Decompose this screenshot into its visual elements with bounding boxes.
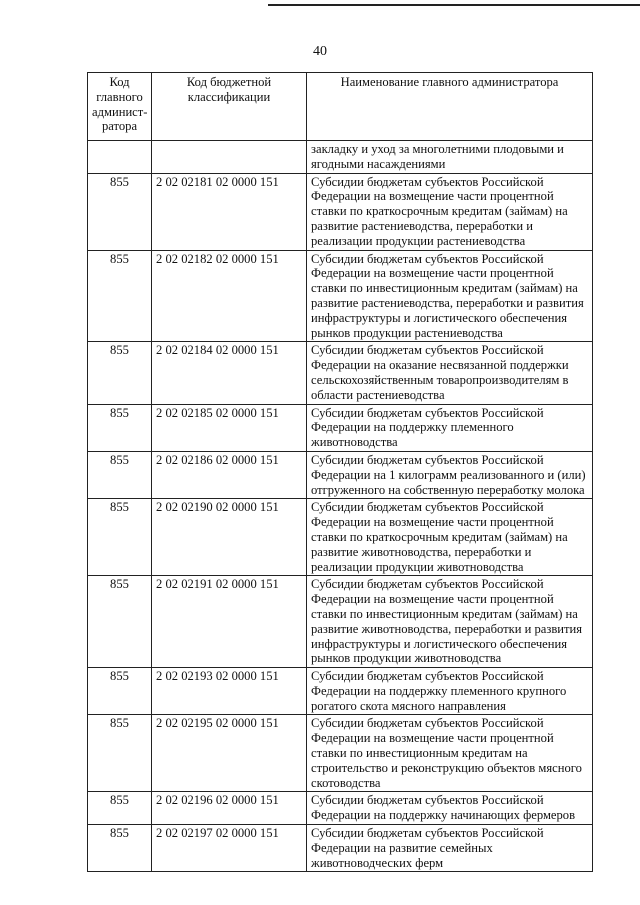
budget-code-cell: 2 02 02182 02 0000 151 [152,250,307,342]
admin-name-cell: Субсидии бюджетам субъектов Российской Федерации на возмещение части процентной ставки по инвестиционным кредитам (займам) на развитие растениеводства, переработки и развития инфраструктуры и логистического обеспечения рынков продукции растениеводства [307,250,593,342]
admin-name-cell: Субсидии бюджетам субъектов Российской Федерации на развитие семейных животноводческих ферм [307,825,593,872]
admin-code-cell: 855 [88,499,152,576]
admin-code-cell: 855 [88,792,152,825]
budget-code-cell: 2 02 02197 02 0000 151 [152,825,307,872]
budget-code-cell: 2 02 02186 02 0000 151 [152,451,307,498]
top-rule [268,4,640,6]
table-row [88,250,593,342]
admin-name-cell: Субсидии бюджетам субъектов Российской Федерации на поддержку племенного животноводства [307,404,593,451]
budget-code-cell: 2 02 02191 02 0000 151 [152,576,307,668]
admin-code-cell: 855 [88,576,152,668]
admin-name-cell: Субсидии бюджетам субъектов Российской Федерации на возмещение части процентной ставки по инвестиционным кредитам (займам) на развитие животноводства, переработки и развития инфраструктуры и логистического обеспечения рынков продукции животноводства [307,576,593,668]
page-number: 40 [313,44,327,59]
budget-classification-table [87,72,593,872]
table-row [88,451,593,498]
admin-code-cell: 855 [88,451,152,498]
admin-name-cell: Субсидии бюджетам субъектов Российской Федерации на оказание несвязанной поддержки сельскохозяйственным товаропроизводителям в области растениеводства [307,342,593,404]
table-row [88,141,593,174]
table-header-row [88,73,593,141]
budget-code-cell [152,141,307,174]
table-row [88,825,593,872]
budget-code-cell: 2 02 02185 02 0000 151 [152,404,307,451]
table-row [88,792,593,825]
table-row [88,173,593,250]
budget-code-cell: 2 02 02184 02 0000 151 [152,342,307,404]
admin-code-cell: 855 [88,342,152,404]
budget-code-cell: 2 02 02193 02 0000 151 [152,668,307,715]
admin-code-cell: 855 [88,668,152,715]
admin-name-cell: Субсидии бюджетам субъектов Российской Федерации на возмещение части процентной ставки по инвестиционным кредитам на строительство и реконструкцию объектов мясного скотоводства [307,715,593,792]
header-admin-code: Код главного админист-ратора [88,73,152,141]
table-row [88,715,593,792]
admin-name-cell: Субсидии бюджетам субъектов Российской Федерации на поддержку начинающих фермеров [307,792,593,825]
admin-code-cell: 855 [88,250,152,342]
admin-code-cell: 855 [88,173,152,250]
admin-name-cell: Субсидии бюджетам субъектов Российской Федерации на возмещение части процентной ставки по краткосрочным кредитам (займам) на развитие животноводства, переработки и реализации продукции животноводства [307,499,593,576]
table-row [88,342,593,404]
budget-code-cell: 2 02 02196 02 0000 151 [152,792,307,825]
admin-code-cell: 855 [88,825,152,872]
table-row [88,404,593,451]
header-budget-code: Код бюджетной классификации [152,73,307,141]
admin-code-cell: 855 [88,715,152,792]
budget-code-cell: 2 02 02195 02 0000 151 [152,715,307,792]
budget-code-cell: 2 02 02181 02 0000 151 [152,173,307,250]
admin-name-cell: закладку и уход за многолетними плодовыми и ягодными насаждениями [307,141,593,174]
admin-code-cell [88,141,152,174]
table-body [88,141,593,872]
table-row [88,499,593,576]
admin-name-cell: Субсидии бюджетам субъектов Российской Федерации на 1 килограмм реализованного и (или) отгруженного на собственную переработку молока [307,451,593,498]
admin-name-cell: Субсидии бюджетам субъектов Российской Федерации на возмещение части процентной ставки по краткосрочным кредитам (займам) на развитие растениеводства, переработки и реализации продукции растениеводства [307,173,593,250]
admin-name-cell: Субсидии бюджетам субъектов Российской Федерации на поддержку племенного крупного рогатого скота мясного направления [307,668,593,715]
admin-code-cell: 855 [88,404,152,451]
budget-code-cell: 2 02 02190 02 0000 151 [152,499,307,576]
header-admin-name: Наименование главного администратора [307,73,593,141]
table-row [88,576,593,668]
table-row [88,668,593,715]
